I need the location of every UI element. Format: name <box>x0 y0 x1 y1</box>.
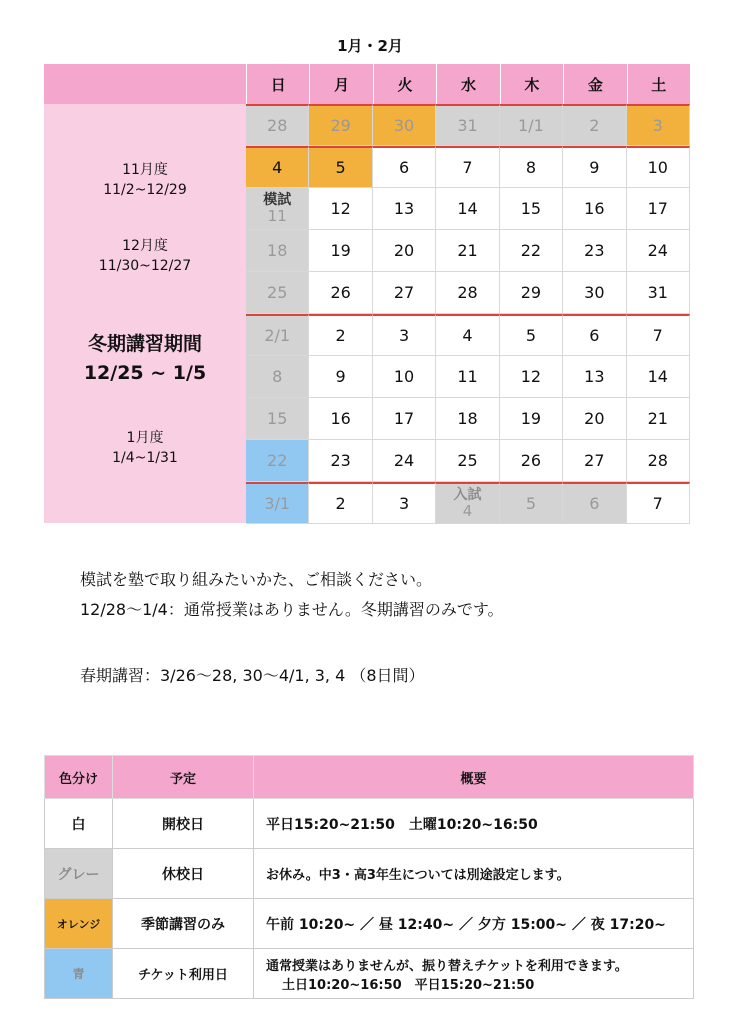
legend-plan: チケット利用日 <box>113 949 254 999</box>
legend-color-gray: グレー <box>45 849 113 899</box>
legend-plan: 開校日 <box>113 799 254 849</box>
calendar-day <box>246 188 309 230</box>
calendar-day <box>309 104 372 146</box>
day-number: 16 <box>584 199 605 218</box>
legend-color-orange: オレンジ <box>45 899 113 949</box>
day-number: 13 <box>393 199 415 218</box>
period-range: 1/4~1/31 <box>112 450 178 466</box>
day-number: 2/1 <box>264 326 291 345</box>
legend-plan: 休校日 <box>113 849 254 899</box>
calendar-day <box>563 146 626 188</box>
calendar-day <box>246 356 309 398</box>
period-name: 冬期講習期間 <box>87 333 202 355</box>
day-number: 5 <box>335 158 346 177</box>
calendar-day <box>246 104 309 146</box>
legend-header-plan: 予定 <box>113 756 254 799</box>
calendar-day <box>436 146 499 188</box>
calendar-day <box>246 398 309 440</box>
day-number: 20 <box>393 241 415 260</box>
legend-color-white: 白 <box>45 799 113 849</box>
day-number: 17 <box>393 409 415 428</box>
day-number: 7 <box>462 158 473 177</box>
legend-row <box>45 849 694 899</box>
calendar-day <box>436 440 499 482</box>
weekday-header: 木 <box>500 64 563 104</box>
period-name: 12月度 <box>122 238 168 254</box>
day-number: 14 <box>647 367 668 386</box>
note-line: 模試を塾で取り組みたいかた、ご相談ください。 <box>80 570 433 589</box>
calendar-day <box>627 314 690 356</box>
calendar-day <box>373 188 436 230</box>
day-number: 16 <box>330 409 351 428</box>
day-number: 1/1 <box>518 116 544 135</box>
calendar-day <box>246 272 309 314</box>
calendar-day <box>627 104 690 146</box>
period-range: 11/2~12/29 <box>103 182 187 198</box>
calendar-day <box>436 356 499 398</box>
day-number: 10 <box>393 367 415 386</box>
day-number: 28 <box>647 451 668 470</box>
day-number: 3 <box>398 326 410 345</box>
day-number: 21 <box>457 241 478 260</box>
day-number: 12 <box>330 199 351 218</box>
day-number: 3/1 <box>264 494 291 513</box>
calendar-day <box>627 440 690 482</box>
legend-header-color: 色分け <box>45 756 113 799</box>
calendar-day <box>373 482 436 524</box>
period-name: 11月度 <box>122 162 168 178</box>
day-number: 28 <box>267 116 288 135</box>
calendar-day <box>627 230 690 272</box>
calendar-day <box>309 188 372 230</box>
calendar-day <box>627 188 690 230</box>
day-number: 6 <box>589 494 600 513</box>
day-number: 26 <box>520 451 542 470</box>
day-number: 24 <box>647 241 668 260</box>
day-number: 11 <box>267 207 287 225</box>
period-january <box>44 428 246 468</box>
calendar-day <box>373 398 436 440</box>
calendar-day <box>500 398 563 440</box>
legend-header-desc: 概要 <box>254 756 694 799</box>
legend-row <box>45 949 694 999</box>
notes <box>80 565 504 625</box>
calendar-day <box>246 230 309 272</box>
period-winter-course <box>44 330 246 388</box>
day-number: 24 <box>393 451 415 470</box>
day-number: 23 <box>330 451 351 470</box>
day-number: 26 <box>330 283 351 302</box>
legend-desc-line2: 土日10:20~16:50 平日15:20~21:50 <box>282 977 535 993</box>
legend-desc: 午前 10:20~ ／ 昼 12:40~ ／ 夕方 15:00~ ／ 夜 17:20~ <box>254 899 694 949</box>
calendar-day <box>246 440 309 482</box>
day-number: 2 <box>335 494 346 513</box>
day-number: 27 <box>584 451 605 470</box>
calendar-day <box>627 482 690 524</box>
calendar-day <box>500 440 563 482</box>
day-number: 4 <box>462 326 473 345</box>
calendar-day <box>309 230 372 272</box>
legend-desc <box>254 949 694 999</box>
day-number: 7 <box>652 326 663 345</box>
day-number: 3 <box>398 494 410 513</box>
period-name: 1月度 <box>126 430 164 446</box>
day-number: 19 <box>520 409 542 428</box>
calendar-day <box>436 314 499 356</box>
weekday-header: 日 <box>246 64 309 104</box>
day-number: 25 <box>267 283 288 302</box>
calendar-day <box>500 356 563 398</box>
day-number: 5 <box>525 494 537 513</box>
calendar-day <box>627 272 690 314</box>
calendar-day <box>436 230 499 272</box>
calendar-day <box>436 188 499 230</box>
calendar-day <box>563 272 626 314</box>
calendar-day <box>500 314 563 356</box>
calendar-day <box>309 356 372 398</box>
period-range: 12/25 ~ 1/5 <box>83 362 207 384</box>
calendar-day <box>500 230 563 272</box>
calendar-day <box>500 146 563 188</box>
day-number: 8 <box>525 158 537 177</box>
calendar-day <box>309 440 372 482</box>
day-number: 7 <box>652 494 663 513</box>
day-number: 4 <box>272 158 283 177</box>
day-number: 5 <box>525 326 537 345</box>
calendar-day <box>563 440 626 482</box>
day-number: 27 <box>393 283 415 302</box>
calendar-day <box>500 272 563 314</box>
calendar-day <box>309 482 372 524</box>
weekday-header: 水 <box>436 64 499 104</box>
day-note: 模試 <box>263 192 292 208</box>
weekday-header: 月 <box>309 64 372 104</box>
calendar-day <box>563 398 626 440</box>
day-number: 12 <box>520 367 542 386</box>
calendar-day <box>436 104 499 146</box>
calendar-day <box>436 398 499 440</box>
calendar-day <box>563 482 626 524</box>
day-number: 30 <box>393 116 415 135</box>
legend-header-row <box>45 756 694 799</box>
period-column <box>44 104 246 523</box>
day-number: 9 <box>335 367 346 386</box>
day-number: 15 <box>520 199 542 218</box>
calendar-day <box>563 104 626 146</box>
calendar-day <box>373 440 436 482</box>
calendar-day <box>373 104 436 146</box>
legend-table <box>44 755 694 999</box>
day-number: 9 <box>589 158 600 177</box>
legend-desc-line1: 通常授業はありませんが、振り替えチケットを利用できます。 <box>266 958 628 974</box>
calendar-day <box>373 272 436 314</box>
calendar-day <box>309 314 372 356</box>
calendar-day <box>373 230 436 272</box>
day-number: 29 <box>330 116 351 135</box>
legend-desc: 平日15:20~21:50 土曜10:20~16:50 <box>254 799 694 849</box>
day-number: 23 <box>584 241 605 260</box>
legend-row <box>45 799 694 849</box>
calendar-day <box>436 482 499 524</box>
day-number: 3 <box>652 116 663 135</box>
period-december <box>44 236 246 276</box>
calendar-grid <box>246 64 690 524</box>
day-number: 6 <box>589 326 600 345</box>
day-number: 18 <box>267 241 288 260</box>
legend-desc: お休み。中3・高3年生については別途設定します。 <box>254 849 694 899</box>
calendar-day <box>246 482 309 524</box>
day-number: 31 <box>647 283 668 302</box>
calendar-day <box>627 398 690 440</box>
day-number: 22 <box>520 241 542 260</box>
spring-course-note: 春期講習：3/26～28, 30～4/1, 3, 4 （8日間） <box>80 666 425 685</box>
day-number: 11 <box>457 367 478 386</box>
day-number: 2 <box>589 116 600 135</box>
calendar-day <box>309 272 372 314</box>
calendar-day <box>563 314 626 356</box>
calendar <box>44 64 690 524</box>
day-number: 28 <box>457 283 478 302</box>
calendar-day <box>500 482 563 524</box>
day-number: 10 <box>647 158 668 177</box>
calendar-day <box>436 272 499 314</box>
calendar-day <box>309 146 372 188</box>
calendar-day <box>373 146 436 188</box>
weekday-header: 土 <box>627 64 690 104</box>
legend-row <box>45 899 694 949</box>
period-november <box>44 160 246 200</box>
calendar-day <box>246 314 309 356</box>
day-number: 22 <box>267 451 288 470</box>
day-number: 21 <box>647 409 668 428</box>
legend-plan: 季節講習のみ <box>113 899 254 949</box>
calendar-title: 1月・2月 <box>337 37 403 55</box>
calendar-day <box>627 356 690 398</box>
day-number: 8 <box>272 367 283 386</box>
day-number: 15 <box>267 409 288 428</box>
day-number: 31 <box>457 116 478 135</box>
calendar-day <box>500 104 563 146</box>
calendar-day <box>373 356 436 398</box>
calendar-day <box>563 356 626 398</box>
period-range: 11/30~12/27 <box>98 258 192 274</box>
day-number: 6 <box>398 158 410 177</box>
calendar-day <box>373 314 436 356</box>
calendar-day <box>563 188 626 230</box>
day-number: 2 <box>335 326 346 345</box>
day-number: 13 <box>584 367 605 386</box>
day-number: 25 <box>457 451 478 470</box>
day-number: 20 <box>584 409 605 428</box>
day-number: 19 <box>330 241 351 260</box>
calendar-day <box>627 146 690 188</box>
calendar-header-blank <box>44 64 246 104</box>
weekday-header: 金 <box>563 64 626 104</box>
day-note: 入試 <box>453 487 482 503</box>
day-number: 4 <box>462 502 473 520</box>
day-number: 30 <box>584 283 605 302</box>
calendar-day <box>246 146 309 188</box>
calendar-day <box>563 230 626 272</box>
day-number: 14 <box>457 199 478 218</box>
calendar-day <box>500 188 563 230</box>
calendar-day <box>309 398 372 440</box>
day-number: 17 <box>647 199 668 218</box>
weekday-header: 火 <box>373 64 436 104</box>
day-number: 29 <box>520 283 542 302</box>
note-line: 12/28～1/4：通常授業はありません。冬期講習のみです。 <box>80 600 504 619</box>
legend-color-blue: 青 <box>45 949 113 999</box>
day-number: 18 <box>457 409 478 428</box>
